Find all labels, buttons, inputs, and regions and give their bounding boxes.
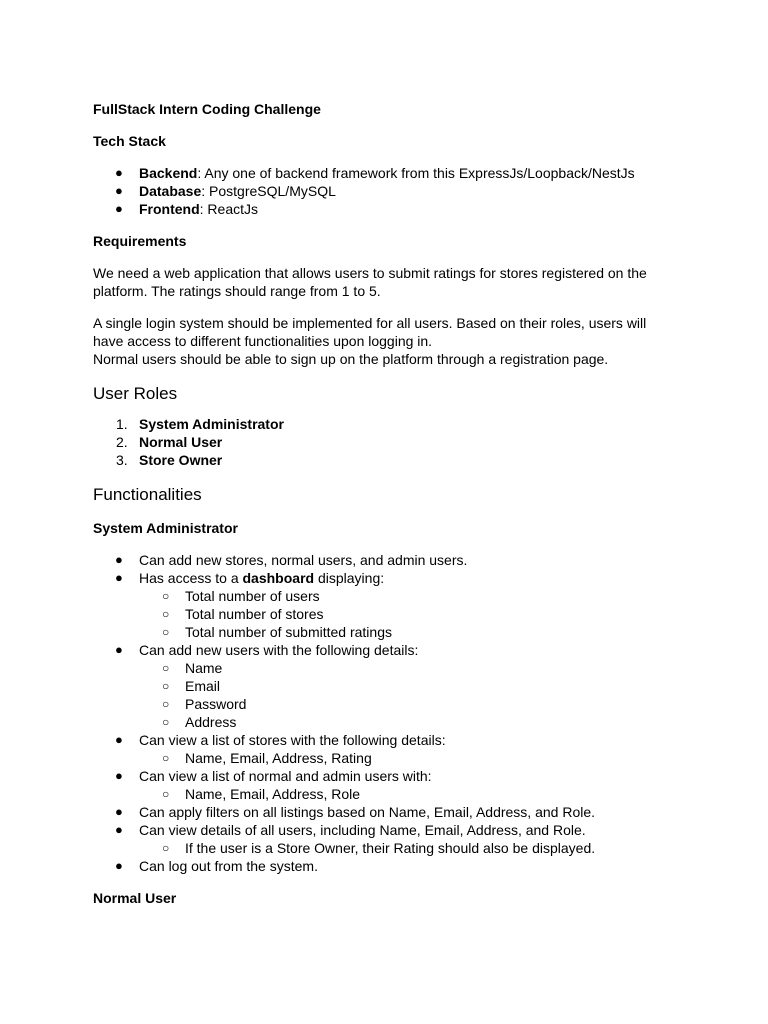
system-admin-list [93,551,693,875]
login-paragraph: A single login system should be implemented for all users. Based on their roles, users will have access to different functionalities upon logging in. [93,315,647,349]
bullet-icon: ● [115,570,123,585]
circle-bullet-icon: ○ [162,787,170,801]
user-roles-list [93,415,693,469]
bullet-icon: ● [115,642,123,657]
functionalities-heading: Functionalities [93,485,202,504]
list-item: ● Can view details of all users, including Name, Email, Address, and Role. [115,822,586,838]
list-item: ● Can log out from the system. [115,858,318,874]
circle-bullet-icon: ○ [162,679,170,693]
circle-bullet-icon: ○ [162,607,170,621]
list-item: ○ Total number of stores [162,606,324,622]
list-item: 1. System Administrator [116,416,284,432]
circle-bullet-icon: ○ [162,589,170,603]
requirements-paragraph: We need a web application that allows users to submit ratings for stores registered on the platform. The ratings should range from 1 to 5. [93,265,647,299]
list-item: ● Can apply filters on all listings based on Name, Email, Address, and Role. [115,804,596,820]
list-item: ○ Email [162,678,221,694]
bullet-icon: ● [115,201,123,216]
circle-bullet-icon: ○ [162,625,170,639]
circle-bullet-icon: ○ [162,697,170,711]
bullet-icon: ● [115,804,123,819]
list-item: ● Can view a list of normal and admin users with: [115,768,432,784]
bullet-icon: ● [115,183,123,198]
signup-paragraph: Normal users should be able to sign up on the platform through a registration page. [93,351,609,367]
bullet-icon: ● [115,552,123,567]
system-admin-heading: System Administrator [93,520,238,536]
list-item: ○ Name, Email, Address, Role [162,786,361,802]
normal-user-heading: Normal User [93,890,177,906]
bullet-icon: ● [115,165,123,180]
list-item: ● Can view a list of stores with the following details: [115,732,446,748]
document-title: FullStack Intern Coding Challenge [93,101,321,117]
list-item: ● Has access to a dashboard displaying: [115,570,385,586]
list-item: ● Frontend: ReactJs [115,201,259,217]
list-item: ○ Name [162,660,223,676]
bullet-icon: ● [115,822,123,837]
list-item: ○ Total number of submitted ratings [162,624,392,640]
list-item: ○ Name, Email, Address, Rating [162,750,372,766]
list-item: ○ Total number of users [162,588,320,604]
list-item: ● Can add new users with the following details: [115,642,419,658]
tech-stack-heading: Tech Stack [93,133,166,149]
bullet-icon: ● [115,768,123,783]
circle-bullet-icon: ○ [162,661,170,675]
bullet-icon: ● [115,858,123,873]
circle-bullet-icon: ○ [162,715,170,729]
requirements-heading: Requirements [93,233,187,249]
list-item: ● Database: PostgreSQL/MySQL [115,183,336,199]
list-item: ○ Address [162,714,237,730]
list-item: 2. Normal User [116,434,223,450]
list-item: ○ Password [162,696,247,712]
bullet-icon: ● [115,732,123,747]
user-roles-heading: User Roles [93,384,178,403]
tech-stack-list [93,164,693,218]
list-item: ● Backend: Any one of backend framework from this ExpressJs/Loopback/NestJs [115,165,635,181]
document-body [93,100,693,907]
circle-bullet-icon: ○ [162,751,170,765]
list-item: ● Can add new stores, normal users, and admin users. [115,552,468,568]
list-item: ○ If the user is a Store Owner, their Rating should also be displayed. [162,840,596,856]
list-item: 3. Store Owner [116,452,223,468]
circle-bullet-icon: ○ [162,841,170,855]
